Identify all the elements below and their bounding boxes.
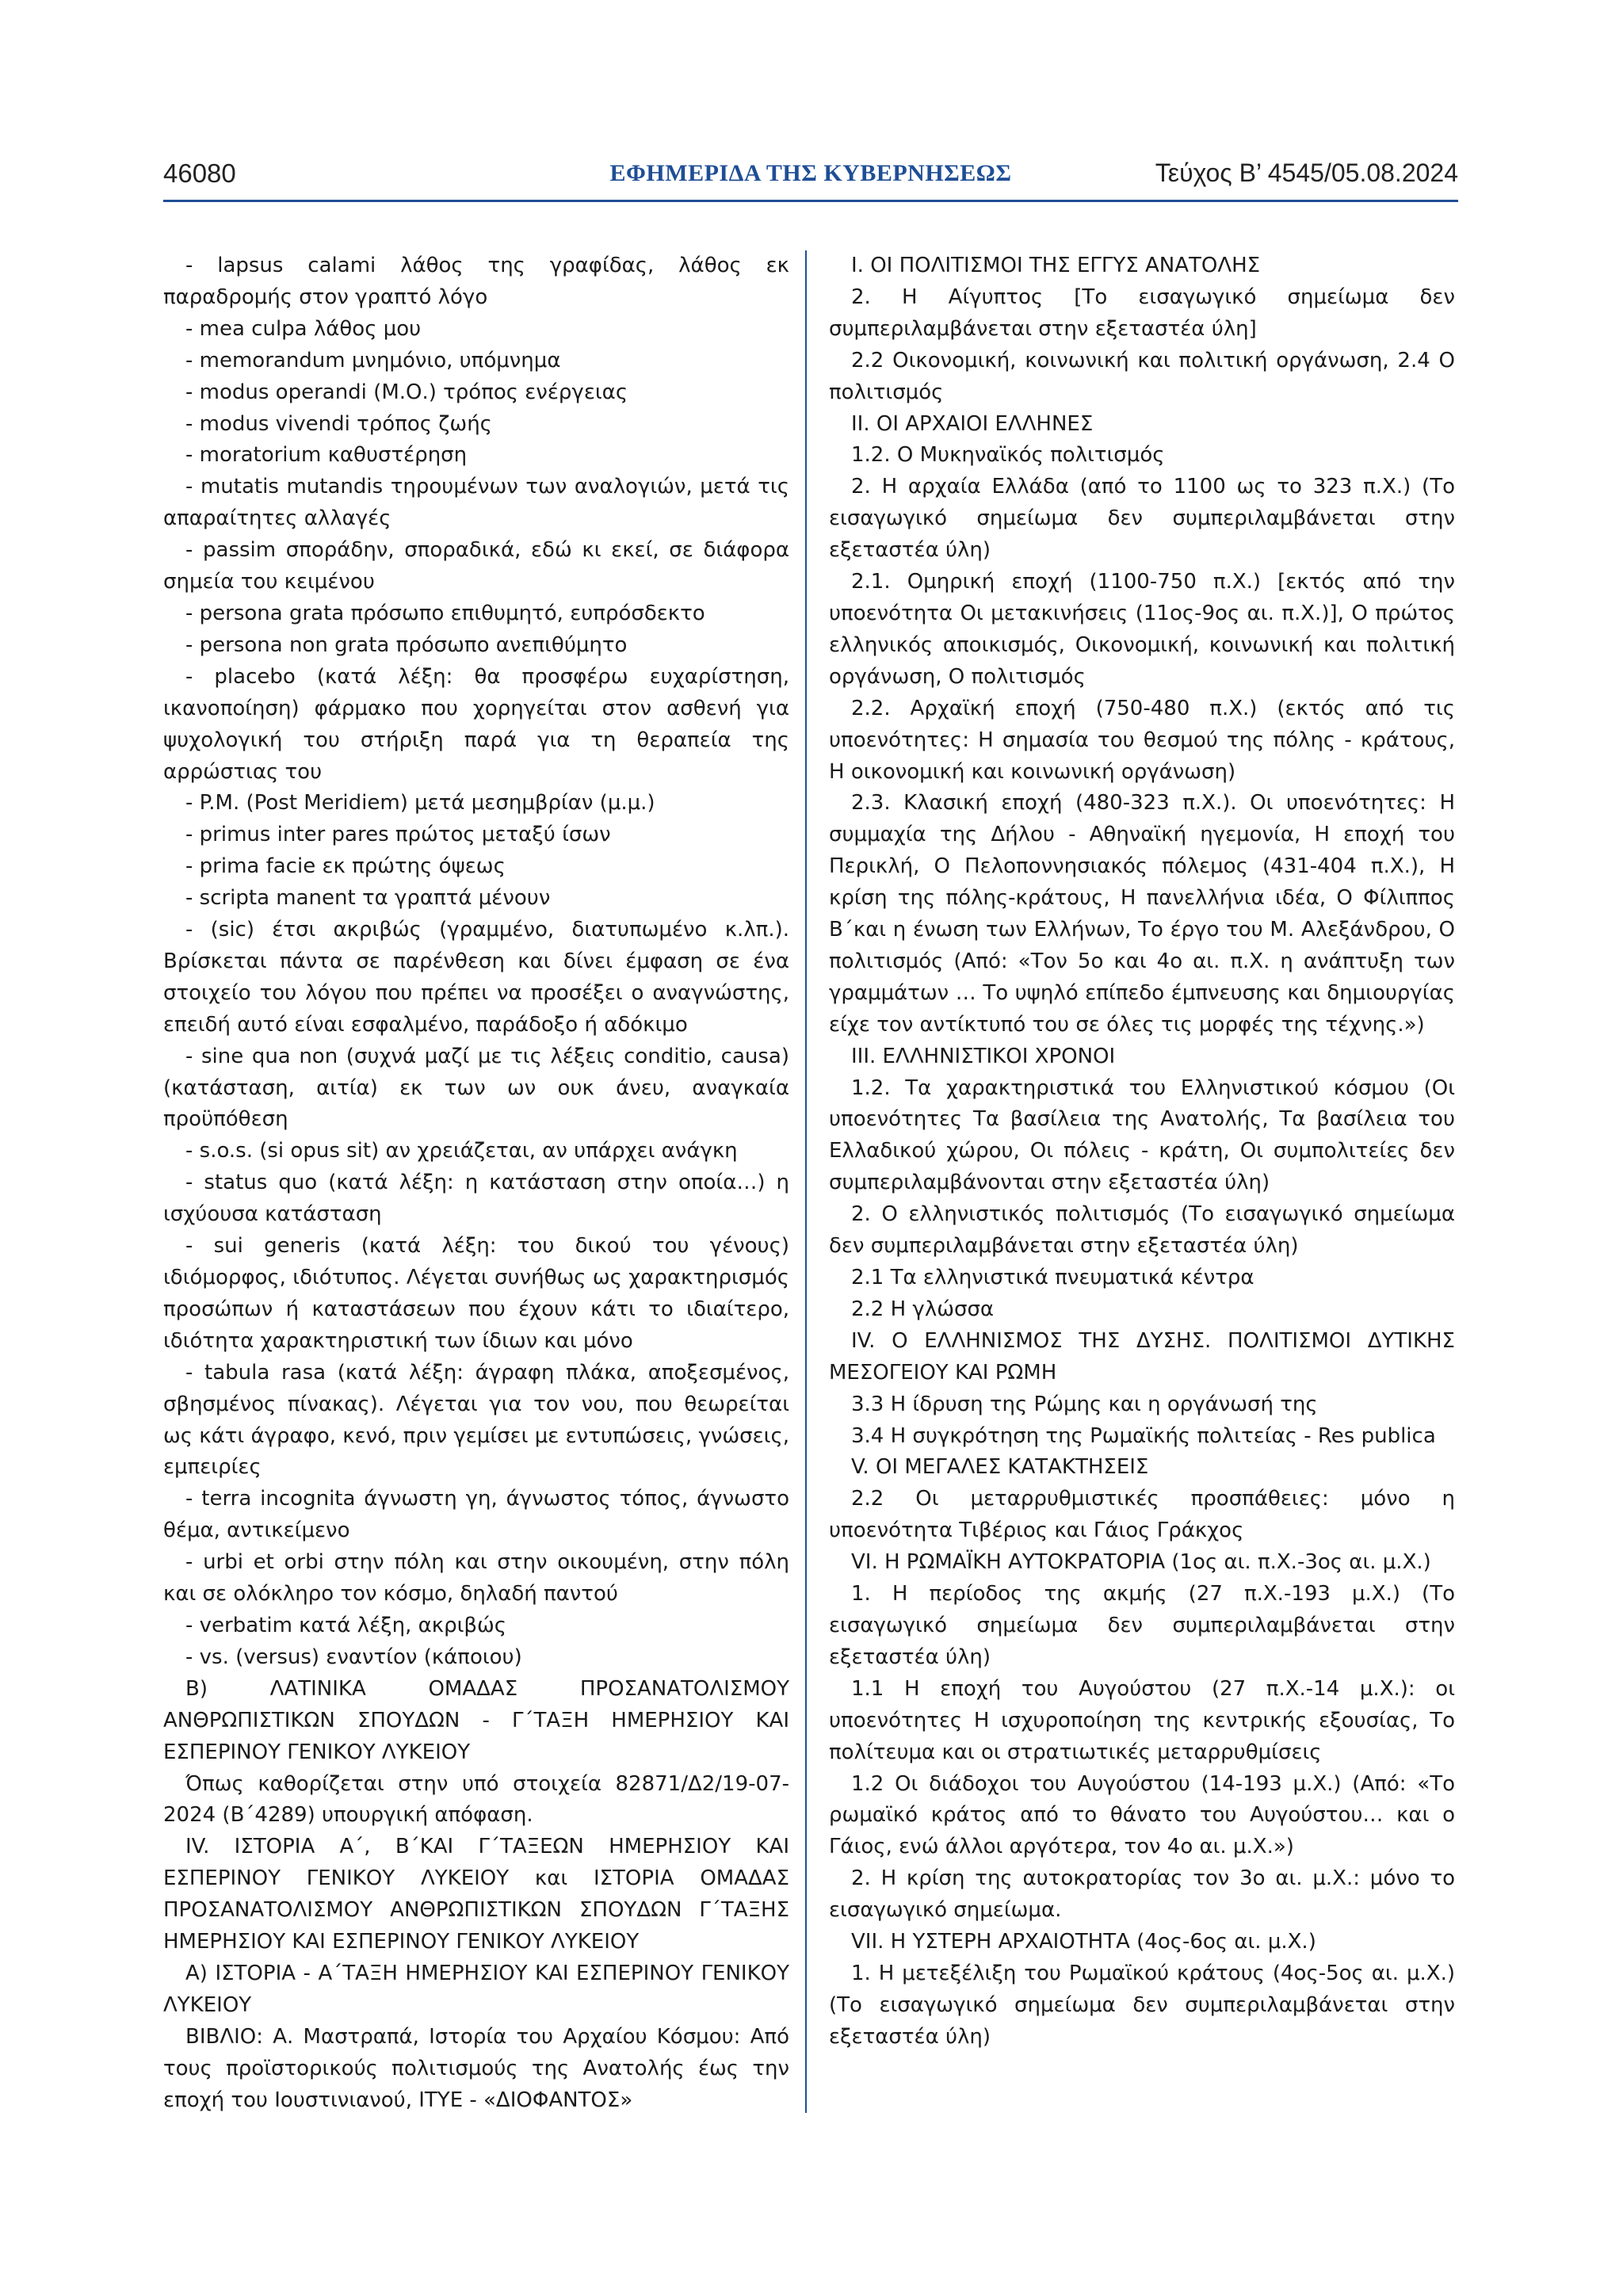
column-divider [805, 250, 807, 2113]
paragraph: 2. Η κρίση της αυτοκρατορίας τον 3ο αι. μ.Χ.: μόνο το εισαγωγικό σημείωμα. [829, 1866, 1455, 1923]
paragraph: - sine qua non (συχνά μαζί με τις λέξεις conditio, causa) (κατάσταση, αιτία) εκ των ων ουκ άνευ, αναγκαία προϋπόθεση [163, 1044, 789, 1132]
paragraph: ΙΙΙ. ΕΛΛΗΝΙΣΤΙΚΟΙ ΧΡΟΝΟΙ [851, 1044, 1116, 1068]
paragraph: V. ΟΙ ΜΕΓΑΛΕΣ ΚΑΤΑΚΤΗΣΕΙΣ [851, 1455, 1149, 1480]
paragraph: - modus vivendi τρόπος ζωής [185, 411, 492, 436]
paragraph: - P.M. (Post Meridiem) μετά μεσημβρίαν (μ.μ.) [185, 791, 655, 816]
paragraph: 1.1 Η εποχή του Αυγούστου (27 π.Χ.-14 μ.Χ.): οι υποενότητες Η ισχυροποίηση της κεντρικής εξουσίας, Το πολίτευμα και οι στρατιωτικές μεταρρυθμίσεις [829, 1676, 1455, 1764]
paragraph: - memorandum μνημόνιο, υπόμνημα [185, 348, 561, 372]
paragraph: VII. Η ΥΣΤΕΡΗ ΑΡΧΑΙΟΤΗΤΑ (4ος-6ος αι. μ.Χ.) [851, 1930, 1316, 1954]
paragraph: Ι. ΟΙ ΠΟΛΙΤΙΣΜΟΙ ΤΗΣ ΕΓΓΥΣ ΑΝΑΤΟΛΗΣ [851, 254, 1261, 277]
paragraph: - tabula rasa (κατά λέξη: άγραφη πλάκα, αποξεσμένος, σβησμένος πίνακας). Λέγεται για τον νου, που θεωρείται ως κάτι άγραφο, κενό, πριν γεμίσει με εντυπώσεις, γνώσεις, εμπειρίες [163, 1360, 789, 1480]
paragraph: 2. Η αρχαία Ελλάδα (από το 1100 ως το 323 π.Χ.) (Το εισαγωγικό σημείωμα δεν συμπεριλαμβάνεται στην εξεταστέα ύλη) [829, 475, 1455, 563]
page-number: 46080 [163, 159, 236, 188]
left-column [163, 250, 789, 2116]
paragraph: - modus operandi (Μ.Ο.) τρόπος ενέργειας [185, 380, 628, 404]
paragraph: - persona non grata πρόσωπο ανεπιθύμητο [185, 632, 628, 657]
paragraph: VI. Η ΡΩΜΑΪΚΗ ΑΥΤΟΚΡΑΤΟΡΙΑ (1ος αι. π.Χ.-3ος αι. μ.Χ.) [851, 1550, 1431, 1575]
paragraph: Α) ΙΣΤΟΡΙΑ - Α΄ΤΑΞΗ ΗΜΕΡΗΣΙΟΥ ΚΑΙ ΕΣΠΕΡΙΝΟΥ ΓΕΝΙΚΟΥ ΛΥΚΕΙΟΥ [163, 1961, 789, 2017]
paragraph: 2.2 Η γλώσσα [851, 1297, 995, 1321]
paragraph: - lapsus calami λάθος της γραφίδας, λάθος εκ παραδρομής στον γραπτό λόγο [163, 254, 789, 309]
paragraph: IV. ΙΣΤΟΡΙΑ Α΄, Β΄ΚΑΙ Γ΄ΤΑΞΕΩΝ ΗΜΕΡΗΣΙΟΥ ΚΑΙ ΕΣΠΕΡΙΝΟΥ ΓΕΝΙΚΟΥ ΛΥΚΕΙΟΥ και ΙΣΤΟΡΙΑ ΟΜΑΔΑΣ ΠΡΟΣΑΝΑΤΟΛΙΣΜΟΥ ΑΝΘΡΩΠΙΣΤΙΚΩΝ ΣΠΟΥΔΩΝ Γ΄ΤΑΞΗΣ ΗΜΕΡΗΣΙΟΥ ΚΑΙ ΕΣΠΕΡΙΝΟΥ ΓΕΝΙΚΟΥ ΛΥΚΕΙΟΥ [163, 1835, 789, 1954]
paragraph: 2.1. Ομηρική εποχή (1100-750 π.Χ.) [εκτός από την υποενότητα Οι μετακινήσεις (11ος-9ος αι. π.Χ.)], Ο πρώτος ελληνικός αποικισμός, Οικονομική, κοινωνική και πολιτική οργάνωση, Ο πολιτισμός [829, 570, 1455, 689]
paragraph: 3.3 Η ίδρυση της Ρώμης και η οργάνωσή της [851, 1392, 1318, 1416]
paragraph: - (sic) έτσι ακριβώς (γραμμένο, διατυπωμένο κ.λπ.). Βρίσκεται πάντα σε παρένθεση και δίνει έμφαση σε ένα στοιχείο του λόγου που πρέπει να προσέξει ο αναγνώστης, επειδή αυτό είναι εσφαλμένο, παράδοξο ή αδόκιμο [163, 918, 789, 1037]
issue-info: Τεύχος Β’ 4545/05.08.2024 [1155, 159, 1458, 187]
paragraph: - vs. (versus) εναντίον (κάποιου) [185, 1645, 522, 1669]
paragraph: 1. Η μετεξέλιξη του Ρωμαϊκού κράτους (4ος-5ος αι. μ.Χ.) (Το εισαγωγικό σημείωμα δεν συμπεριλαμβάνεται στην εξεταστέα ύλη) [829, 1961, 1455, 2049]
paragraph: - mea culpa λάθος μου [185, 316, 422, 341]
paragraph: 2.2 Οι μεταρρυθμιστικές προσπάθειες: μόνο η υποενότητα Τιβέριος και Γάιος Γράκχος [829, 1487, 1455, 1543]
paragraph: 2.3. Κλασική εποχή (480-323 π.Χ.). Οι υποενότητες: Η συμμαχία της Δήλου - Αθηναϊκή ηγεμονία, Η εποχή του Περικλή, Ο Πελοποννησιακός πόλεμος (431-404 π.Χ.), Η κρίση της πόλης-κράτους, Η πανελλήνια ιδέα, Ο Φίλιππος Β΄και η ένωση των Ελλήνων, Το έργο του Μ. Αλεξάνδρου, Ο πολιτισμός (Από: «Τον 5ο και 4ο αι. π.Χ. η ανάπτυξη των γραμμάτων … Το υψηλό επίπεδο έμπνευσης και δημιουργίας είχε τον αντίκτυπό του σε όλες τις μορφές της τέχνης.») [829, 791, 1455, 1037]
paragraph: - scripta manent τα γραπτά μένουν [185, 886, 551, 911]
right-column [829, 250, 1455, 2053]
paragraph: - terra incognita άγνωστη γη, άγνωστος τόπος, άγνωστο θέμα, αντικείμενο [163, 1487, 789, 1543]
paragraph: - persona grata πρόσωπο επιθυμητό, ευπρόσδεκτο [185, 601, 705, 625]
paragraph: 2. Η Αίγυπτος [Το εισαγωγικό σημείωμα δεν συμπεριλαμβάνεται στην εξεταστέα ύλη] [829, 285, 1455, 341]
paragraph: - sui generis (κατά λέξη: του δικού του γένους) ιδιόμορφος, ιδιότυπος. Λέγεται συνήθως ως χαρακτηρισμός προσώπων ή καταστάσεων που έχουν κάτι το ιδιαίτερο, ιδιότητα χαρακτηριστική των ίδιων και μόνο [163, 1234, 789, 1353]
paragraph: - mutatis mutandis τηρουμένων των αναλογιών, μετά τις απαραίτητες αλλαγές [163, 475, 789, 531]
header-rule [163, 200, 1458, 202]
paragraph: - primus inter pares πρώτος μεταξύ ίσων [185, 823, 611, 847]
paragraph: Όπως καθορίζεται στην υπό στοιχεία 82871/Δ2/19-07-2024 (Β΄4289) υπουργική απόφαση. [163, 1771, 789, 1828]
paragraph: 1.2 Οι διάδοχοι του Αυγούστου (14-193 μ.Χ.) (Από: «Το ρωμαϊκό κράτος από το θάνατο του Αυγούστου… και ο Γάιος, ενώ άλλοι αργότερα, τον 4ο αι. μ.Χ.») [829, 1771, 1455, 1859]
paragraph: 2.1 Τα ελληνιστικά πνευματικά κέντρα [851, 1266, 1254, 1289]
paragraph: 3.4 Η συγκρότηση της Ρωμαϊκής πολιτείας - Res publica [851, 1423, 1436, 1448]
page-header [163, 159, 1458, 200]
paragraph: - moratorium καθυστέρηση [185, 443, 468, 468]
paragraph: 1. Η περίοδος της ακμής (27 π.Χ.-193 μ.Χ.) (Το εισαγωγικό σημείωμα δεν συμπεριλαμβάνεται στην εξεταστέα ύλη) [829, 1582, 1455, 1669]
paragraph: 1.2. Ο Μυκηναϊκός πολιτισμός [851, 443, 1165, 468]
paragraph: 1.2. Τα χαρακτηριστικά του Ελληνιστικού κόσμου (Οι υποενότητες Τα βασίλεια της Ανατολής, Τα βασίλεια του Ελλαδικού χώρου, Οι πόλεις - κράτη, Οι συμπολιτείες δεν συμπεριλαμβάνονται στην εξεταστέα ύλη) [829, 1075, 1455, 1195]
paragraph: ΒΙΒΛΙΟ: Α. Μαστραπά, Ιστορία του Αρχαίου Κόσμου: Από τους προϊστορικούς πολιτισμούς της Ανατολής έως την εποχή του Ιουστινιανού, ΙΤΥΕ - «ΔΙΟΦΑΝΤΟΣ» [163, 2024, 789, 2112]
paragraph: - prima facie εκ πρώτης όψεως [185, 854, 506, 879]
paragraph: 2. Ο ελληνιστικός πολιτισμός (Το εισαγωγικό σημείωμα δεν συμπεριλαμβάνεται στην εξεταστέα ύλη) [829, 1202, 1455, 1259]
paragraph: 2.2 Οικονομική, κοινωνική και πολιτική οργάνωση, 2.4 Ο πολιτισμός [829, 348, 1455, 404]
paragraph: IV. Ο ΕΛΛΗΝΙΣΜΟΣ ΤΗΣ ΔΥΣΗΣ. ΠΟΛΙΤΙΣΜΟΙ ΔΥΤΙΚΗΣ ΜΕΣΟΓΕΙΟΥ ΚΑΙ ΡΩΜΗ [829, 1328, 1455, 1385]
paragraph: - urbi et orbi στην πόλη και στην οικουμένη, στην πόλη και σε ολόκληρο τον κόσμο, δηλαδή παντού [163, 1550, 789, 1606]
paragraph: - s.o.s. (si opus sit) αν χρειάζεται, αν υπάρχει ανάγκη [185, 1139, 738, 1163]
paragraph: - placebo (κατά λέξη: θα προσφέρω ευχαρίστηση, ικανοποίηση) φάρμακο που χορηγείται στον ασθενή για ψυχολογική του στήριξη παρά για τη θεραπεία της αρρώστιας του [163, 664, 789, 784]
journal-title: ΕΦΗΜΕΡΙΔΑ ΤΗΣ ΚΥΒΕΡΝΗΣΕΩΣ [609, 160, 1012, 186]
paragraph: - passim σποράδην, σποραδικά, εδώ κι εκεί, σε διάφορα σημεία του κειμένου [163, 538, 789, 594]
paragraph: Β) ΛΑΤΙΝΙΚΑ ΟΜΑΔΑΣ ΠΡΟΣΑΝΑΤΟΛΙΣΜΟΥ ΑΝΘΡΩΠΙΣΤΙΚΩΝ ΣΠΟΥΔΩΝ - Γ΄ΤΑΞΗ ΗΜΕΡΗΣΙΟΥ ΚΑΙ ΕΣΠΕΡΙΝΟΥ ΓΕΝΙΚΟΥ ΛΥΚΕΙΟΥ [163, 1676, 789, 1764]
paragraph: - verbatim κατά λέξη, ακριβώς [185, 1613, 507, 1637]
paragraph: - status quo (κατά λέξη: η κατάσταση στην οποία…) η ισχύουσα κατάσταση [163, 1171, 789, 1227]
paragraph: 2.2. Αρχαϊκή εποχή (750-480 π.Χ.) (εκτός από τις υποενότητες: Η σημασία του θεσμού της πόλης - κράτους, Η οικονομική και κοινωνική οργάνωση) [829, 696, 1455, 784]
paragraph: ΙΙ. ΟΙ ΑΡΧΑΙΟΙ ΕΛΛΗΝΕΣ [851, 411, 1094, 436]
